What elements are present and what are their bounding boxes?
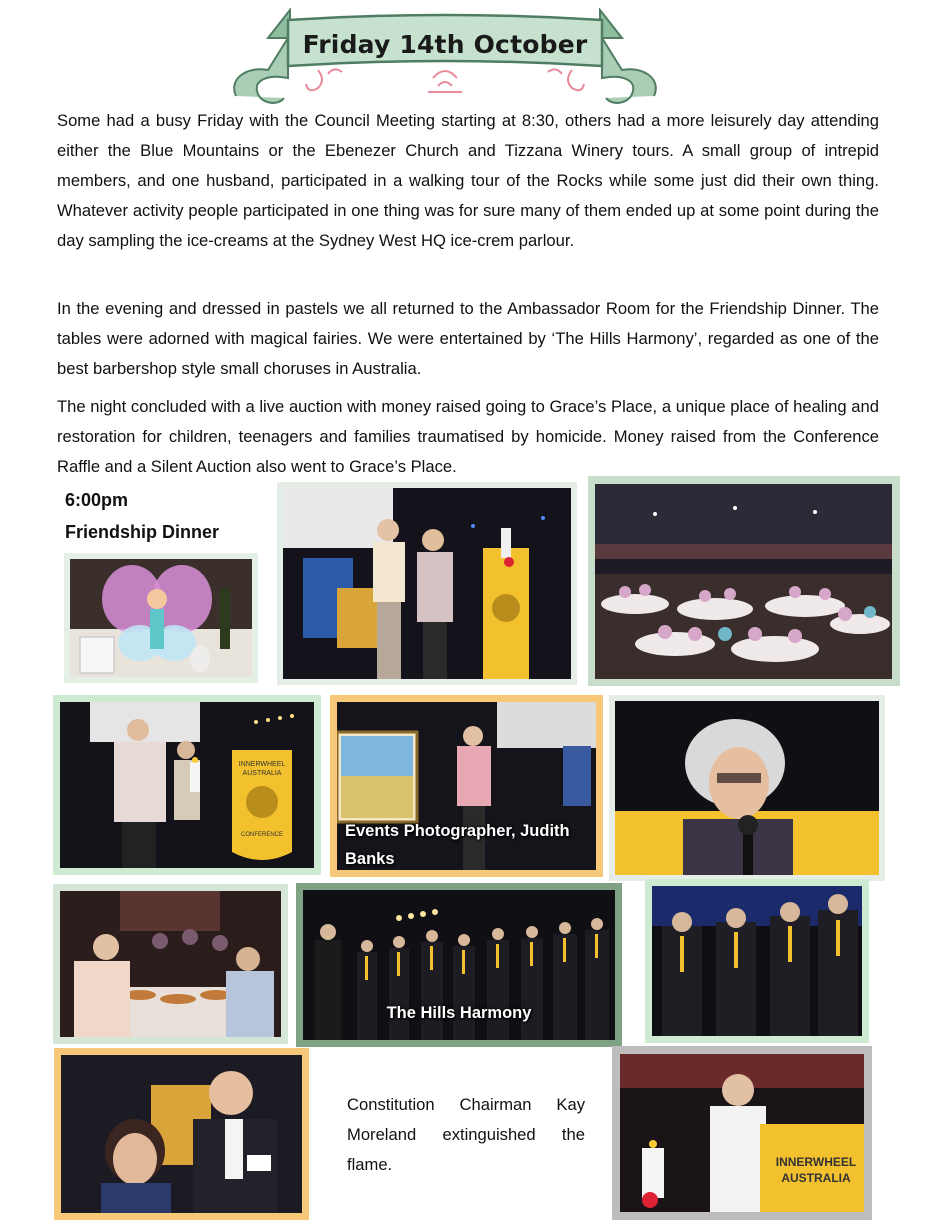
photographer-caption: Events Photographer, Judith Banks: [345, 822, 570, 868]
title-banner: [228, 8, 662, 112]
ribbon-scroll-graphic: [228, 8, 662, 112]
buffet-photo: [60, 891, 281, 1037]
photo-frame-choir: [296, 883, 622, 1047]
quartet-photo: [652, 886, 862, 1036]
fairy-centerpiece-photo: [70, 559, 252, 677]
evening-paragraph: In the evening and dressed in pastels we all returned to the Ambassador Room for the Friendship Dinner. The tables were adorned with magical fairies. We were entertained by ‘The Hills Harmony’, regarded as one of the best barbershop style small choruses in Australia.: [57, 299, 879, 378]
photo-frame-flame: [612, 1046, 872, 1220]
photo-frame-lectern: [277, 482, 577, 685]
photo-frame-couple: [54, 1048, 309, 1220]
sign-text-flame-line2: AUSTRALIA: [781, 1171, 851, 1185]
speakers-lectern-photo: [283, 488, 571, 679]
photo-frame-candle: [53, 695, 321, 875]
page-title: Friday 14th October: [302, 30, 588, 59]
candle-lighting-photo: [60, 702, 314, 868]
speaker-microphone-photo: [615, 701, 879, 875]
sign-text-line2: AUSTRALIA: [242, 770, 282, 777]
intro-paragraph: Some had a busy Friday with the Council Meeting starting at 8:30, others had a more leisurely day attending either the Blue Mountains or the Ebenezer Church and Tizzana Winery tours. A small group of intrepid members, and one husband, participated in a walking tour of the Rocks while some just did their own thing. Whatever activity people participated in one thing was for sure many of them ended up at some point during the day sampling the ice-creams at the Sydney West HQ ice-crem parlour.: [57, 111, 879, 250]
dinner-hall-photo: [595, 484, 892, 679]
event-name: Friendship Dinner: [65, 522, 220, 542]
sign-text-line1: INNERWHEEL: [238, 761, 286, 768]
couple-photo: [61, 1055, 302, 1213]
photo-frame-photographer: [330, 695, 603, 877]
extinguish-flame-photo: [620, 1054, 864, 1212]
photo-frame-quartet: [645, 879, 869, 1043]
photo-frame-speaker: [609, 695, 885, 881]
event-time: 6:00pm: [65, 490, 129, 510]
sign-text-flame-line1: INNERWHEEL: [775, 1155, 857, 1169]
sign-text-line3: CONFERENCE: [240, 832, 284, 838]
choir-caption: The Hills Harmony: [386, 1004, 532, 1022]
photo-frame-hall: [588, 476, 900, 686]
auction-paragraph: The night concluded with a live auction with money raised going to Grace’s Place, a unique place of healing and restoration for children, teenagers and families traumatised by homicide. Money raised from the Conference Raffle and a Silent Auction also went to Grace’s Place.: [57, 397, 879, 476]
photo-frame-fairy: [64, 553, 258, 683]
constitution-caption: Constitution Chairman Kay Moreland extinguished the flame.: [347, 1095, 585, 1174]
photo-frame-buffet: [53, 884, 288, 1044]
